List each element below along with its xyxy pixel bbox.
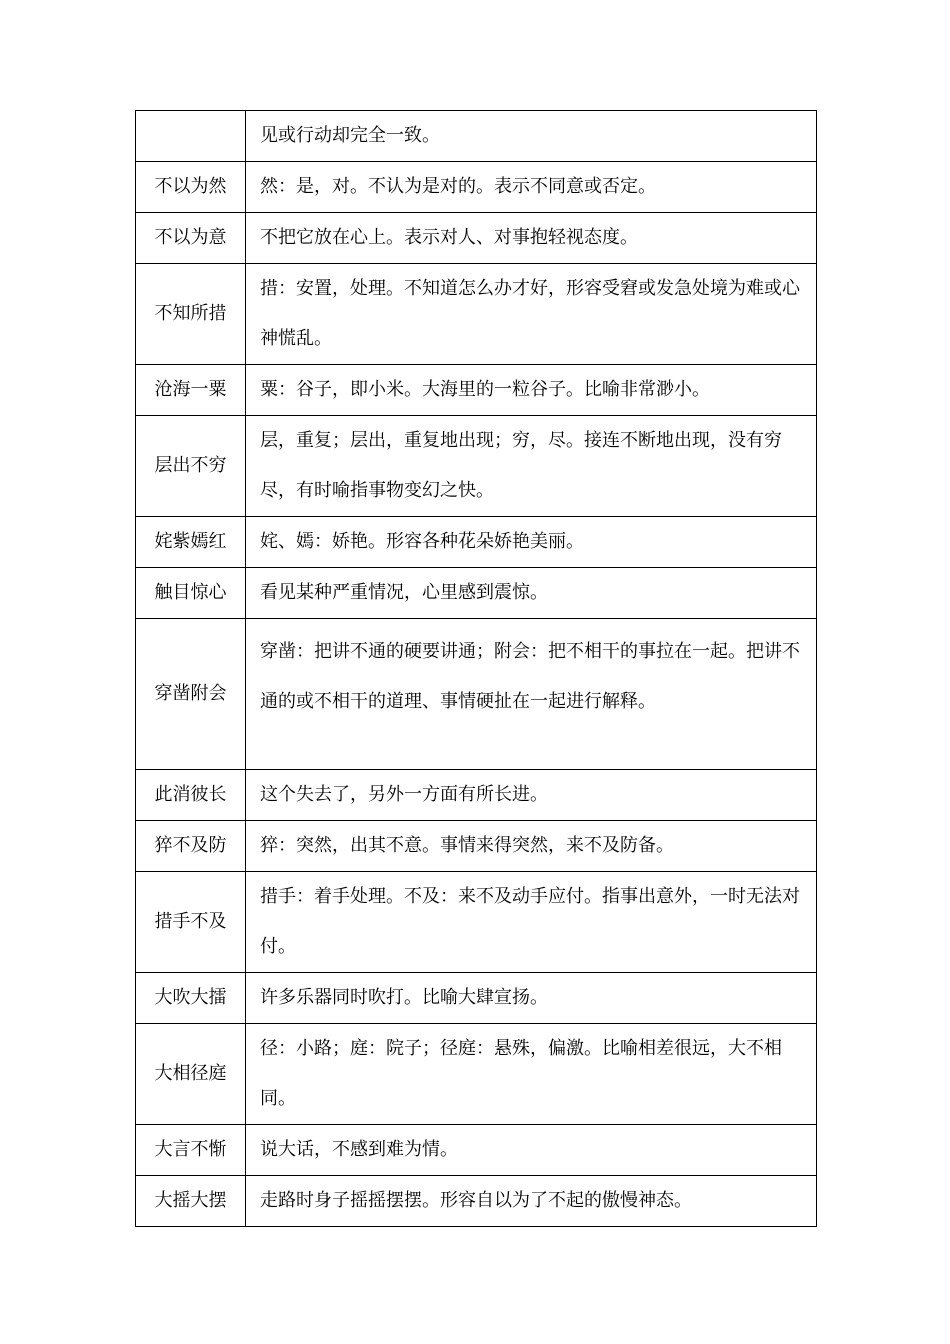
idiom-term <box>136 111 246 162</box>
table-row <box>136 365 817 416</box>
definition-text: 这个失去了，另外一方面有所长进。 <box>260 784 548 805</box>
definition-text: 见或行动却完全一致。 <box>260 125 440 146</box>
table-row <box>136 1125 817 1176</box>
idiom-table <box>135 110 817 1227</box>
table-row <box>136 568 817 619</box>
definition-text: 穿凿：把讲不通的硬要讲通；附会：把不相干的事拉在一起。把讲不通的或不相干的道理、事情硬扯在一起进行解释。 <box>260 641 800 712</box>
idiom-definition <box>246 1125 817 1176</box>
table-row <box>136 1176 817 1227</box>
idiom-term: 触目惊心 <box>136 568 246 619</box>
table-row <box>136 1024 817 1125</box>
idiom-definition <box>246 568 817 619</box>
definition-text: 措手：着手处理。不及：来不及动手应付。指事出意外，一时无法对付。 <box>260 886 800 957</box>
idiom-definition <box>246 213 817 264</box>
definition-text: 走路时身子摇摇摆摆。形容自以为了不起的傲慢神态。 <box>260 1190 692 1211</box>
table-row <box>136 416 817 517</box>
idiom-term: 沧海一粟 <box>136 365 246 416</box>
idiom-definition <box>246 365 817 416</box>
definition-text: 措：安置，处理。不知道怎么办才好，形容受窘或发急处境为难或心神慌乱。 <box>260 278 800 349</box>
definition-text: 许多乐器同时吹打。比喻大肆宣扬。 <box>260 987 548 1008</box>
idiom-definition <box>246 162 817 213</box>
definition-text: 姹、嫣：娇艳。形容各种花朵娇艳美丽。 <box>260 531 584 552</box>
idiom-definition <box>246 973 817 1024</box>
idiom-term: 大吹大擂 <box>136 973 246 1024</box>
table-row <box>136 111 817 162</box>
idiom-definition <box>246 517 817 568</box>
definition-text: 看见某种严重情况，心里感到震惊。 <box>260 582 548 603</box>
idiom-term: 层出不穷 <box>136 416 246 517</box>
idiom-term: 不以为然 <box>136 162 246 213</box>
idiom-term: 穿凿附会 <box>136 619 246 770</box>
idiom-term: 姹紫嫣红 <box>136 517 246 568</box>
idiom-term: 大摇大摆 <box>136 1176 246 1227</box>
idiom-term: 不知所措 <box>136 264 246 365</box>
table-row <box>136 973 817 1024</box>
table-row <box>136 162 817 213</box>
table-row <box>136 770 817 821</box>
idiom-definition <box>246 264 817 365</box>
idiom-term: 不以为意 <box>136 213 246 264</box>
idiom-definition <box>246 416 817 517</box>
idiom-term: 猝不及防 <box>136 821 246 872</box>
idiom-term: 此消彼长 <box>136 770 246 821</box>
definition-text: 然：是，对。不认为是对的。表示不同意或否定。 <box>260 176 656 197</box>
table-row <box>136 821 817 872</box>
definition-text: 不把它放在心上。表示对人、对事抱轻视态度。 <box>260 227 638 248</box>
idiom-definition <box>246 821 817 872</box>
idiom-definition <box>246 1176 817 1227</box>
idiom-definition <box>246 111 817 162</box>
definition-text: 粟：谷子，即小米。大海里的一粒谷子。比喻非常渺小。 <box>260 379 710 400</box>
idiom-term: 大言不惭 <box>136 1125 246 1176</box>
idiom-definition <box>246 770 817 821</box>
definition-text: 说大话，不感到难为情。 <box>260 1139 458 1160</box>
definition-text: 猝：突然，出其不意。事情来得突然，来不及防备。 <box>260 835 674 856</box>
idiom-term: 措手不及 <box>136 872 246 973</box>
definition-text: 径：小路；庭：院子；径庭：悬殊，偏激。比喻相差很远，大不相同。 <box>260 1038 782 1109</box>
table-row <box>136 619 817 770</box>
idiom-definition <box>246 872 817 973</box>
table-row <box>136 264 817 365</box>
idiom-definition <box>246 1024 817 1125</box>
table-row <box>136 517 817 568</box>
table-row <box>136 213 817 264</box>
idiom-definition <box>246 619 817 770</box>
table-row <box>136 872 817 973</box>
idiom-term: 大相径庭 <box>136 1024 246 1125</box>
definition-text: 层，重复；层出，重复地出现；穷，尽。接连不断地出现，没有穷尽，有时喻指事物变幻之快。 <box>260 430 782 501</box>
